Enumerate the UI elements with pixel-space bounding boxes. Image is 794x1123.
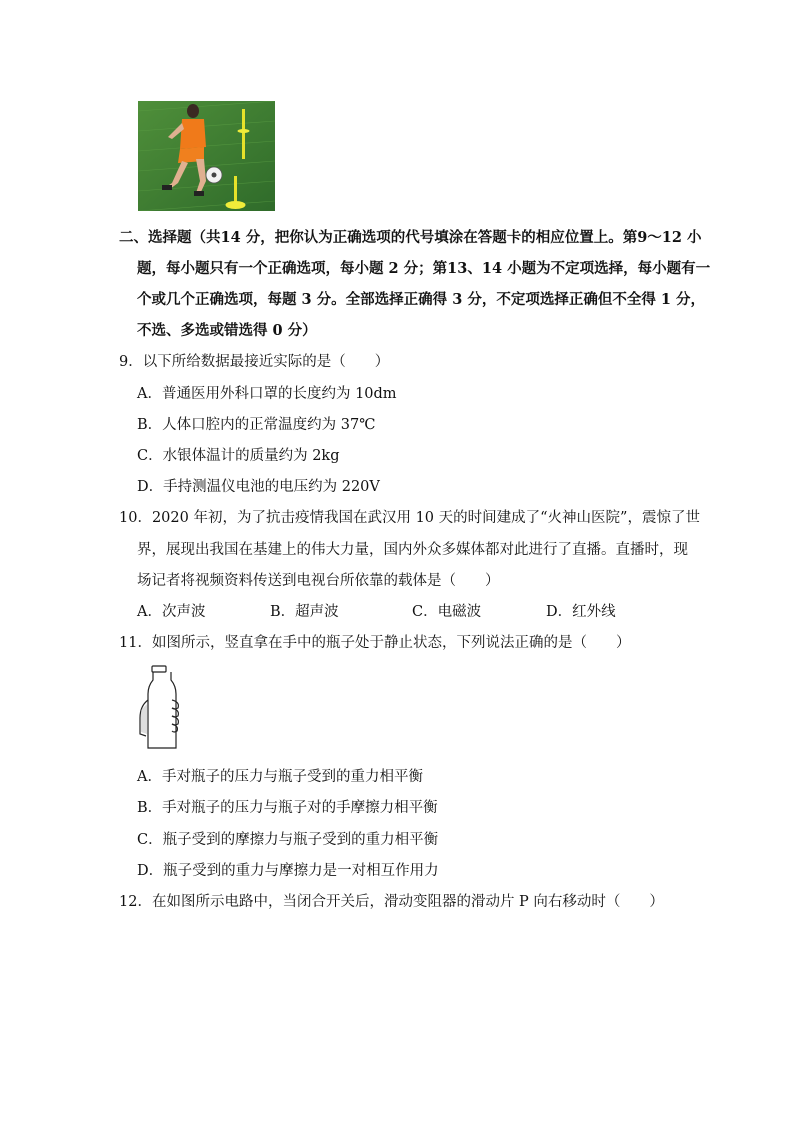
section-heading-line-2: 题，每小题只有一个正确选项，每小题 2 分；第13、14 小题为不定项选择，每小题有一: [137, 260, 711, 277]
section-heading-line-1: 二、选择题（共14 分，把你认为正确选项的代号填涂在答题卡的相应位置上。第9～12 小: [119, 229, 702, 246]
question-11-option-c: C．瓶子受到的摩擦力与瓶子受到的重力相平衡: [137, 832, 439, 848]
question-11-stem: 11．如图所示，竖直拿在手中的瓶子处于静止状态，下列说法正确的是（ ）: [119, 635, 631, 651]
question-11-option-a: A．手对瓶子的压力与瓶子受到的重力相平衡: [137, 769, 423, 785]
question-11-option-b: B．手对瓶子的压力与瓶子对的手摩擦力相平衡: [137, 800, 438, 816]
section-heading-line-3: 个或几个正确选项，每题 3 分。全部选择正确得 3 分，不定项选择正确但不全得 1 分，: [137, 291, 706, 308]
question-12-stem: 12．在如图所示电路中，当闭合开关后，滑动变阻器的滑动片 P 向右移动时（ ）: [119, 894, 664, 910]
question-10-option-a: A．次声波: [137, 604, 206, 620]
question-10-line-1: 10．2020 年初，为了抗击疫情我国在武汉用 10 天的时间建成了“火神山医院”，震惊了世: [119, 510, 700, 526]
question-10-options: [137, 602, 657, 622]
question-10-option-b: B．超声波: [270, 604, 339, 620]
question-9-option-b: B．人体口腔内的正常温度约为 37℃: [137, 417, 376, 433]
section-heading-line-4: 不选、多选或错选得 0 分）: [137, 322, 317, 339]
question-9-option-a: A．普通医用外科口罩的长度约为 10dm: [137, 386, 397, 402]
question-11-option-d: D．瓶子受到的重力与摩擦力是一对相互作用力: [137, 863, 439, 879]
bottle-in-hand-drawing: [138, 664, 180, 752]
question-10-option-d: D．红外线: [546, 604, 616, 620]
soccer-photo-image: [138, 101, 275, 211]
question-9-stem: 9．以下所给数据最接近实际的是（ ）: [119, 354, 390, 370]
question-10-line-3: 场记者将视频资料传送到电视台所依靠的载体是（ ）: [137, 573, 500, 589]
soccer-player-photo: [138, 101, 275, 211]
question-9-option-c: C．水银体温计的质量约为 2kg: [137, 448, 340, 464]
question-10-option-c: C．电磁波: [412, 604, 482, 620]
question-10-line-2: 界，展现出我国在基建上的伟大力量，国内外众多媒体都对此进行了直播。直播时，现: [137, 542, 688, 558]
bottle-in-hand-figure: [138, 664, 180, 752]
question-9-option-d: D．手持测温仪电池的电压约为 220V: [137, 479, 380, 495]
